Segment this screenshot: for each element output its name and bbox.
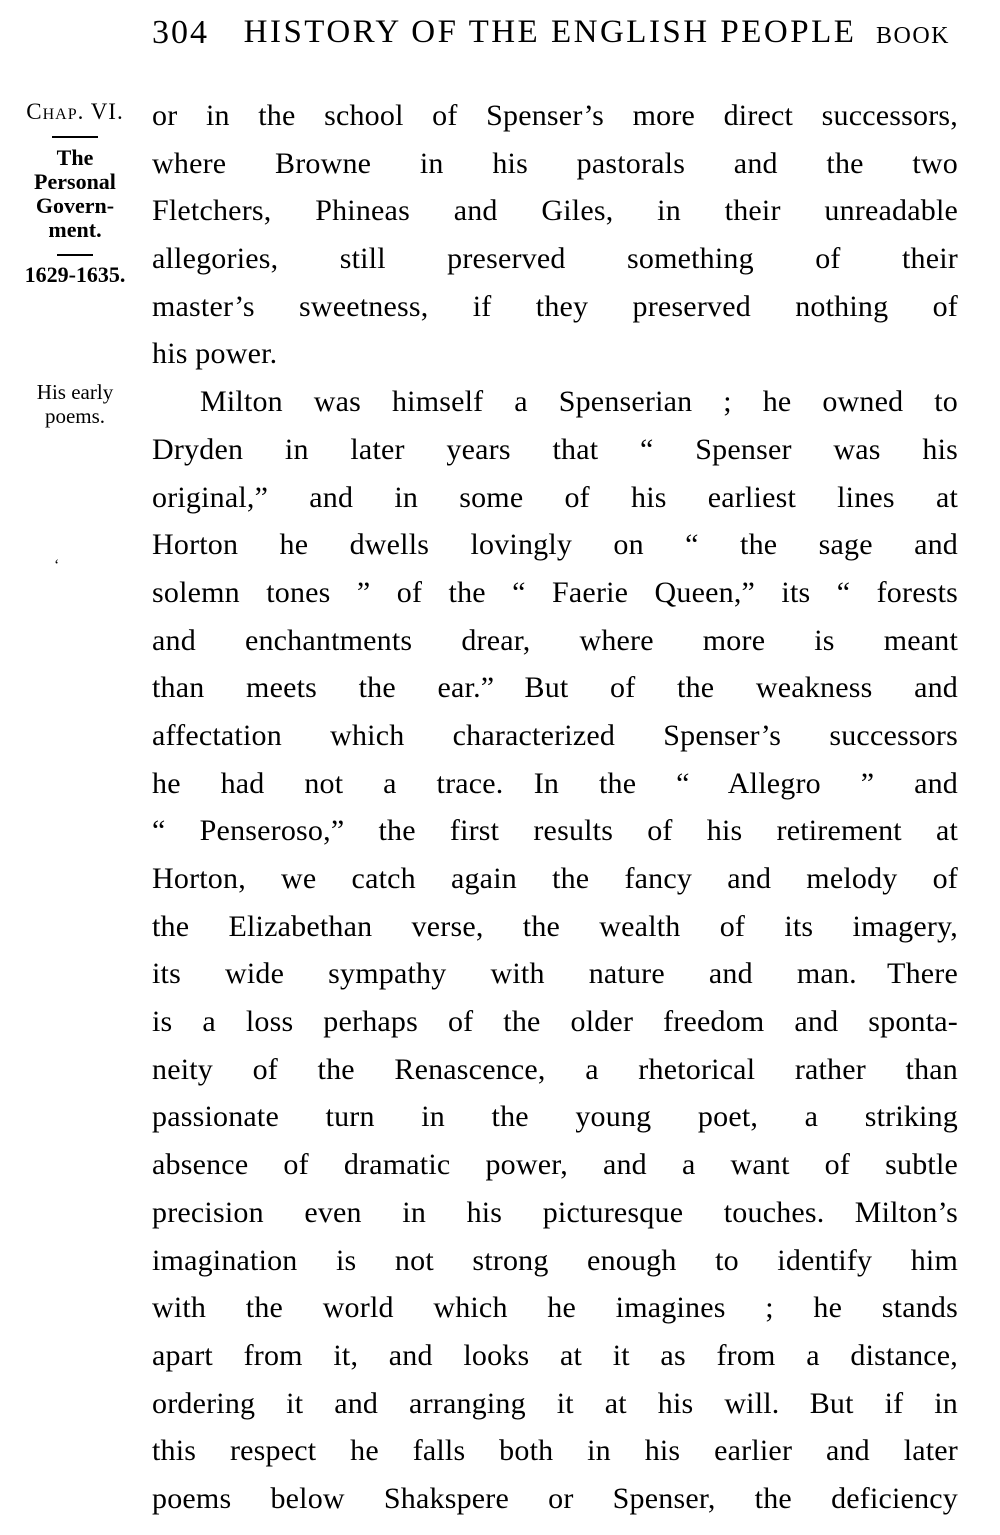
margin-rule-bottom xyxy=(57,254,93,256)
text-line: its wide sympathy with nature and man. There xyxy=(152,957,958,991)
margin-note-section-line: ment. xyxy=(48,217,102,242)
body-text xyxy=(152,92,958,1523)
text-line-paragraph-end: his power. xyxy=(152,337,278,371)
margin-note-section-line: The xyxy=(56,145,94,170)
text-line: Fletchers, Phineas and Giles, in their unreadable xyxy=(152,194,958,228)
margin-note-chapter: Chap. VI. xyxy=(26,99,124,124)
margin-note-section-line: Govern- xyxy=(35,193,115,218)
text-line: affectation which characterized Spenser’s successors xyxy=(152,718,958,752)
text-line: apart from it, and looks at it as from a distance, xyxy=(152,1338,958,1372)
margin-note-section-line: Personal xyxy=(34,169,116,194)
text-line-paragraph-start: Milton was himself a Spenserian ; he owned to xyxy=(200,385,958,419)
text-line: Horton he dwells lovingly on “ the sage and xyxy=(152,528,958,562)
text-line: with the world which he imagines ; he stands xyxy=(152,1291,958,1325)
text-line: precision even in his picturesque touches. Milton’s xyxy=(152,1195,958,1229)
text-line: poems below Shakspere or Spenser, the deficiency xyxy=(152,1481,958,1515)
text-line: master’s sweetness, if they preserved nothing of xyxy=(152,289,958,323)
text-line: solemn tones ” of the “ Faerie Queen,” its “ forests xyxy=(152,575,958,609)
text-line: this respect he falls both in his earlier and later xyxy=(152,1434,958,1468)
margin-note-early-poems xyxy=(0,380,150,428)
text-line: imagination is not strong enough to identify him xyxy=(152,1243,958,1277)
page-number: 304 xyxy=(152,14,209,51)
text-line: original,” and in some of his earliest lines at xyxy=(152,480,958,514)
running-title: HISTORY OF THE ENGLISH PEOPLE xyxy=(243,14,857,50)
margin-rule-top xyxy=(52,136,98,138)
text-line: Dryden in later years that “ Spenser was his xyxy=(152,432,958,466)
margin-note-early-poems-line: His early xyxy=(36,380,114,404)
text-line: where Browne in his pastorals and the two xyxy=(152,146,958,180)
text-line: Horton, we catch again the fancy and melody of xyxy=(152,862,958,895)
text-line: allegories, still preserved something of their xyxy=(152,242,958,276)
margin-notes xyxy=(0,0,150,1535)
text-line: and enchantments drear, where more is meant xyxy=(152,623,958,657)
text-line: the Elizabethan verse, the wealth of its imagery, xyxy=(152,909,958,943)
scan-artifact-mark: ‘ xyxy=(54,557,60,574)
text-line: or in the school of Spenser’s more direct successors, xyxy=(152,99,958,132)
text-line: neity of the Renascence, a rhetorical rather than xyxy=(152,1052,958,1086)
text-line: ordering it and arranging it at his will. But if in xyxy=(152,1386,958,1420)
book-label: BOOK xyxy=(875,23,950,49)
text-line: “ Penseroso,” the first results of his retirement at xyxy=(152,814,958,848)
text-line: is a loss perhaps of the older freedom and sponta- xyxy=(152,1005,958,1039)
text-line: than meets the ear.” But of the weakness and xyxy=(152,671,958,705)
text-line: he had not a trace. In the “ Allegro ” and xyxy=(152,766,958,800)
margin-note-section xyxy=(0,146,150,242)
margin-note-dates: 1629-1635. xyxy=(24,262,126,287)
text-line: passionate turn in the young poet, a striking xyxy=(152,1100,958,1134)
text-line: absence of dramatic power, and a want of subtle xyxy=(152,1148,958,1182)
margin-note-early-poems-line: poems. xyxy=(44,404,106,428)
